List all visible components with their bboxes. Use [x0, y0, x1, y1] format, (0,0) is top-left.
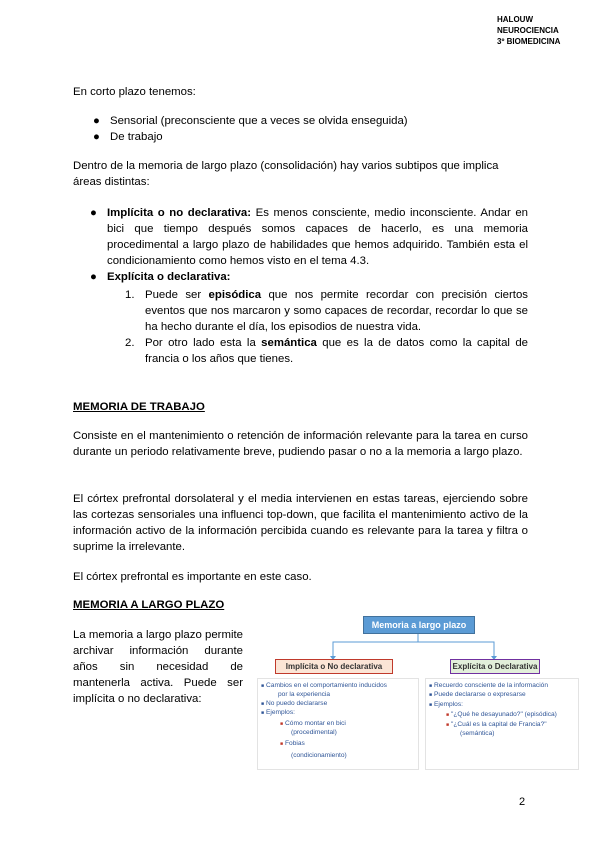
- header-subject: NEUROCIENCIA: [497, 26, 559, 35]
- diagram-item: [280, 720, 346, 729]
- episodic-text-before: Puede ser: [145, 289, 209, 301]
- short-term-intro: En corto plazo tenemos:: [73, 86, 196, 98]
- diagram-item: (semántica): [460, 730, 495, 737]
- list-item: [93, 129, 163, 145]
- square-bullet-icon: ■: [429, 683, 433, 689]
- diagram-item-text: Ejemplos:: [266, 709, 295, 716]
- semantic-bold: semántica: [261, 337, 317, 349]
- square-bullet-icon: ■: [261, 710, 265, 716]
- list-item-text: Sensorial (preconsciente que a veces se olvida enseguida): [110, 115, 408, 127]
- bullet-icon: ●: [93, 131, 100, 143]
- implicit-item: [90, 205, 528, 269]
- diagram-item-text: Recuerdo consciente de la información: [434, 682, 549, 689]
- episodic-text-after: que nos permite recordar con precisión ciertos eventos que nos marcaron y somo capaces de recordar, recordar lo que se ha hecho durante el día, los episodios de nuestra vida.: [145, 289, 529, 333]
- diagram-item-text: Fobias: [285, 740, 305, 747]
- bullet-icon: ●: [93, 115, 100, 127]
- working-memory-para-2: El córtex prefrontal dorsolateral y el media intervienen en estas tareas, ejerciendo sobre las cortezas sensoriales una influenci top-down, que facilita el mantenimiento activo de la información activo de la información percibida cuando es relevante para la tarea y filtra o suprime la irrelevante.: [73, 493, 528, 553]
- diagram-item: [280, 740, 305, 749]
- square-bullet-icon: ■: [446, 722, 450, 728]
- diagram-item: [261, 682, 387, 691]
- long-term-intro: Dentro de la memoria de largo plazo (consolidación) hay varios subtipos que implica áreas distintas:: [73, 160, 499, 188]
- diagram-item: [429, 701, 463, 710]
- connector-right: [418, 642, 494, 658]
- square-bullet-icon: ■: [280, 741, 284, 747]
- explicit-label: Explícita o declarativa:: [107, 271, 231, 283]
- diagram-item: [261, 709, 295, 718]
- explicit-subitem-semantic: [125, 335, 529, 367]
- working-memory-para-1: Consiste en el mantenimiento o retención de información relevante para la tarea en curso durante un periodo relativamente breve, pudiendo pasar o no a la memoria a largo plazo.: [73, 430, 528, 458]
- square-bullet-icon: ■: [280, 721, 284, 727]
- diagram-item: (procedimental): [291, 729, 337, 736]
- diagram-item-text: "¿Cuál es la capital de Francia?": [451, 721, 547, 728]
- diagram-item: por la experiencia: [278, 691, 331, 698]
- diagram-explicit-title: Explícita o Declarativa: [450, 659, 540, 674]
- diagram-item-text: "¿Qué he desayunado?" (episódica): [451, 711, 557, 718]
- square-bullet-icon: ■: [429, 692, 433, 698]
- explicit-subitem-episodic: [125, 287, 529, 335]
- implicit-text: Es menos consciente, medio inconsciente. Andar en bici que tiempo después somos capaces de hacerlo, es una memoria procedimental a largo plazo de habilidades que hemos adquirido. También esta el condicionamiento como hemos visto en el tema 4.3.: [107, 207, 528, 267]
- diagram-implicit-panel: [257, 678, 419, 770]
- square-bullet-icon: ■: [261, 701, 265, 707]
- diagram-item: [429, 682, 548, 691]
- long-term-text: La memoria a largo plazo permite archivar información durante años sin necesidad de mantenerla activa. Puede ser implícita o no declarativa:: [73, 629, 243, 705]
- diagram-item-text: Cambios en el comportamiento inducidos: [266, 682, 387, 689]
- list-item-text: De trabajo: [110, 131, 163, 143]
- working-memory-para-3: El córtex prefrontal es importante en este caso.: [73, 571, 312, 583]
- diagram-item: [446, 721, 547, 730]
- diagram-item-text: Cómo montar en bici: [285, 720, 346, 727]
- square-bullet-icon: ■: [261, 683, 265, 689]
- memory-diagram: [255, 612, 585, 772]
- header-course: 3º BIOMEDICINA: [497, 37, 561, 46]
- header-author: HALOUW: [497, 15, 533, 24]
- list-item: [93, 113, 408, 129]
- square-bullet-icon: ■: [429, 702, 433, 708]
- diagram-title: Memoria a largo plazo: [363, 616, 475, 634]
- diagram-item: (condicionamiento): [291, 752, 347, 759]
- diagram-implicit-title: Implícita o No declarativa: [275, 659, 393, 674]
- page-number: 2: [519, 796, 526, 808]
- bullet-icon: ●: [90, 207, 97, 219]
- diagram-item: [261, 700, 327, 709]
- diagram-item: [446, 711, 557, 720]
- diagram-item-text: Ejemplos:: [434, 701, 463, 708]
- bullet-icon: ●: [90, 271, 97, 283]
- square-bullet-icon: ■: [446, 712, 450, 718]
- document-header: [497, 14, 560, 47]
- episodic-bold: episódica: [208, 289, 262, 301]
- semantic-text-before: Por otro lado esta la: [145, 337, 262, 349]
- semantic-text-after: que es la de datos como la capital de francia o los años que tienes.: [145, 337, 529, 365]
- list-number: 1.: [125, 289, 135, 301]
- implicit-label: Implícita o no declarativa:: [107, 207, 252, 219]
- diagram-item-text: Puede declararse o expresarse: [434, 691, 526, 698]
- long-term-heading: MEMORIA A LARGO PLAZO: [73, 599, 225, 611]
- diagram-item-text: No puedo declararse: [266, 700, 328, 707]
- diagram-item: [429, 691, 526, 700]
- diagram-explicit-panel: [425, 678, 579, 770]
- list-number: 2.: [125, 337, 135, 349]
- connector-left: [333, 633, 418, 658]
- explicit-item: [90, 269, 231, 285]
- working-memory-heading: MEMORIA DE TRABAJO: [73, 401, 205, 413]
